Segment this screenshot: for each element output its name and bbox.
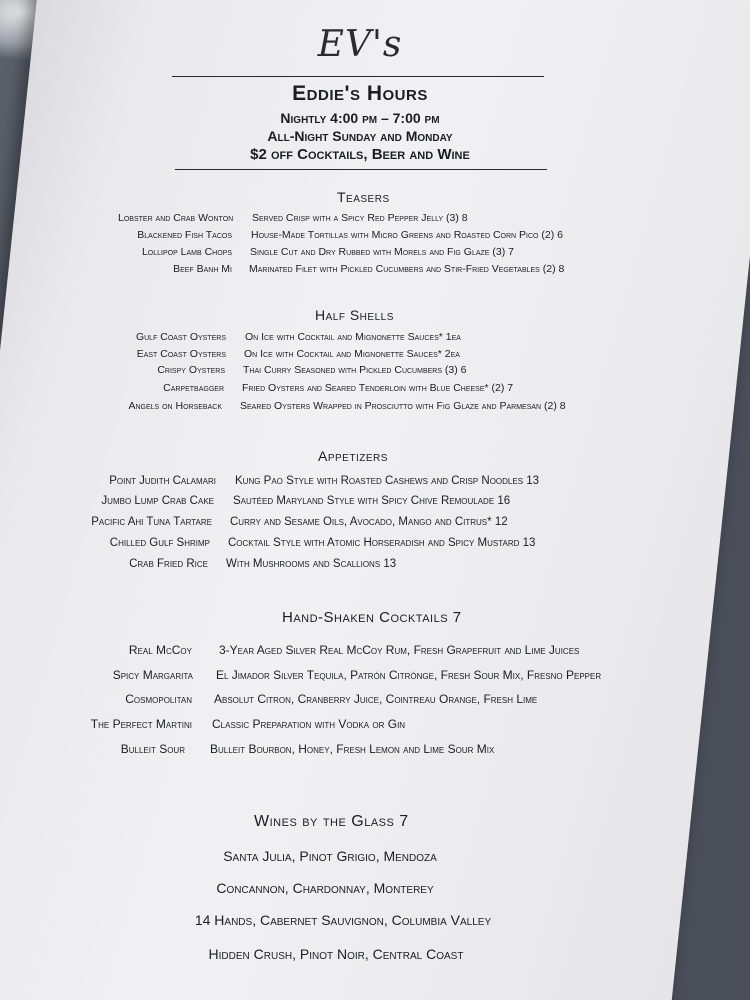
teaser-desc: Marinated Filet with Pickled Cucumbers and Stir-Fried Vegetables (2) 8: [249, 263, 565, 275]
half-shell-desc: On Ice with Cocktail and Mignonette Sauces* 1ea: [245, 331, 461, 343]
section-title-wines: Wines by the Glass 7: [254, 813, 409, 830]
half-shell-desc: Fried Oysters and Seared Tenderloin with Blue Cheese* (2) 7: [242, 382, 514, 394]
hours-line: Nightly 4:00 pm – 7:00 pm: [280, 110, 440, 126]
half-shell-name: Carpetbagger: [163, 382, 224, 394]
cocktail-desc: Bulleit Bourbon, Honey, Fresh Lemon and Lime Sour Mix: [210, 742, 495, 756]
teaser-desc: Single Cut and Dry Rubbed with Morels and Fig Glaze (3) 7: [250, 246, 514, 258]
wine-item: 14 Hands, Cabernet Sauvignon, Columbia Valley: [194, 912, 492, 928]
appetizer-desc: With Mushrooms and Scallions 13: [226, 558, 397, 570]
cocktail-name: Bulleit Sour: [120, 742, 185, 756]
half-shell-desc: Thai Curry Seasoned with Pickled Cucumbers (3) 6: [243, 364, 467, 376]
half-shell-name: Gulf Coast Oysters: [135, 331, 226, 343]
teaser-name: Lollipop Lamb Chops: [141, 246, 232, 258]
section-title-cocktails: Hand-Shaken Cocktails 7: [282, 609, 462, 626]
half-shell-name: Angels on Horseback: [128, 400, 222, 412]
hours-line: All-Night Sunday and Monday: [267, 128, 453, 144]
appetizer-name: Crab Fried Rice: [129, 558, 208, 570]
teaser-desc: Served Crisp with a Spicy Red Pepper Jelly (3) 8: [252, 212, 468, 224]
hours-line: $2 off Cocktails, Beer and Wine: [250, 146, 470, 163]
wine-item: Hidden Crush, Pinot Noir, Central Coast: [208, 946, 464, 962]
hours-top-rule: [172, 76, 544, 77]
teaser-name: Beef Banh Mi: [173, 263, 232, 275]
appetizer-name: Pacific Ahi Tuna Tartare: [91, 516, 212, 528]
cocktail-desc: 3-Year Aged Silver Real McCoy Rum, Fresh Grapefruit and Lime Juices: [219, 643, 580, 657]
appetizer-desc: Kung Pao Style with Roasted Cashews and Crisp Noodles 13: [235, 475, 540, 487]
cocktail-name: Cosmopolitan: [125, 692, 192, 706]
restaurant-logo: EV's: [317, 24, 403, 65]
cocktail-name: The Perfect Martini: [90, 717, 192, 731]
section-title-teasers: Teasers: [337, 189, 390, 205]
appetizer-name: Chilled Gulf Shrimp: [109, 537, 210, 549]
hours-bottom-rule: [175, 169, 547, 170]
half-shell-desc: Seared Oysters Wrapped in Prosciutto with Fig Glaze and Parmesan (2) 8: [240, 400, 566, 412]
half-shell-name: East Coast Oysters: [136, 348, 226, 360]
cocktail-desc: Absolut Citron, Cranberry Juice, Cointreau Orange, Fresh Lime: [214, 692, 538, 706]
cocktail-desc: El Jimador Silver Tequila, Patrón Citrónge, Fresh Sour Mix, Fresno Pepper: [216, 668, 602, 682]
section-title-half-shells: Half Shells: [315, 307, 394, 323]
appetizer-name: Point Judith Calamari: [109, 475, 216, 487]
cocktail-desc: Classic Preparation with Vodka or Gin: [212, 717, 406, 731]
wine-item: Concannon, Chardonnay, Monterey: [216, 880, 434, 896]
hours-title: Eddie's Hours: [292, 82, 428, 105]
appetizer-desc: Sautéed Maryland Style with Spicy Chive Remoulade 16: [233, 495, 511, 507]
teaser-name: Blackened Fish Tacos: [137, 229, 232, 241]
half-shell-name: Crispy Oysters: [157, 364, 225, 376]
appetizer-desc: Cocktail Style with Atomic Horseradish and Spicy Mustard 13: [228, 537, 536, 549]
section-title-appetizers: Appetizers: [318, 448, 388, 464]
appetizer-desc: Curry and Sesame Oils, Avocado, Mango and Citrus* 12: [230, 516, 508, 528]
cocktail-name: Spicy Margarita: [112, 668, 193, 682]
wine-item: Santa Julia, Pinot Grigio, Mendoza: [223, 848, 437, 864]
half-shell-desc: On Ice with Cocktail and Mignonette Sauces* 2ea: [244, 348, 460, 360]
teaser-name: Lobster and Crab Wonton: [118, 212, 234, 224]
cocktail-name: Real McCoy: [128, 643, 192, 657]
teaser-desc: House-Made Tortillas with Micro Greens and Roasted Corn Pico (2) 6: [251, 229, 563, 241]
appetizer-name: Jumbo Lump Crab Cake: [101, 495, 214, 507]
